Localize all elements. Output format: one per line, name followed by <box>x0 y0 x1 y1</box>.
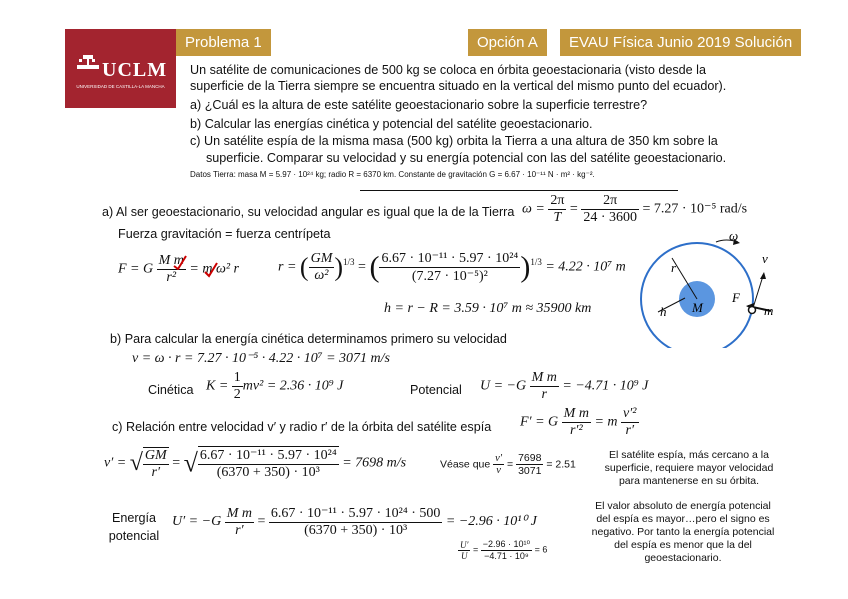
diagram-r: r <box>671 260 677 275</box>
doc-title: EVAU Física Junio 2019 Solución <box>560 29 801 56</box>
relation-lhs: F′ = G <box>520 414 559 430</box>
kinetic-rhs: mv² = 2.36 · 10⁹ J <box>242 378 344 394</box>
note-energy-line-2: del espía es mayor…pero el signo es <box>596 513 770 525</box>
diagram-m: m <box>764 303 774 318</box>
radius-result: = 4.22 · 10⁷ m <box>545 259 626 275</box>
spy-potential-equation: U′ = −G $\frac{\text{M m}}{r'}$ = $\frac{\text{6.67 · 10⁻¹¹ · 5.97 · 10²⁴ · 500}}{\text{(6370 + 350) · 10³}}$ = −2.96 · 10¹⁰ J <box>172 505 537 538</box>
kinetic-lhs: K = <box>206 378 229 394</box>
omega-f1-num: 2π <box>550 193 565 208</box>
spy-potential-lhs: U′ = −G <box>172 514 222 530</box>
ratio3-num: U′ <box>460 539 469 550</box>
statement-line-2: superficie de la Tierra siempre se encuentra situado en la vertical del mismo punto del ecuador). <box>190 79 727 93</box>
potential-den: r <box>541 387 547 402</box>
radius-f1-den: ω² <box>314 268 329 283</box>
radius-exp-1: 1/3 <box>343 257 355 268</box>
relation-f1-num: M m <box>563 406 589 421</box>
kinetic-label: Cinética <box>148 383 194 397</box>
velocity-arrow <box>753 276 763 308</box>
force-rhs: = m ω² r <box>189 261 239 277</box>
note-energy <box>578 500 788 565</box>
relation-f1-den: r′² <box>569 423 583 438</box>
divider <box>360 190 678 191</box>
omega-f1-den: T <box>553 210 562 225</box>
diagram-M: M <box>692 300 703 315</box>
cancel-mark-2 <box>203 262 219 278</box>
spy-velocity-f2-den: (6370 + 350) · 10³ <box>216 465 320 480</box>
omega-result: = 7.27 · 10⁻⁵ rad/s <box>642 201 748 217</box>
note-velocity-line-2: superficie, requiere mayor velocidad <box>604 462 774 474</box>
spy-velocity-f1-den: r′ <box>151 464 161 480</box>
potential-equation <box>480 370 648 403</box>
potential-lhs: U = −G <box>480 378 527 394</box>
spy-potential-f1-num: M m <box>226 505 252 521</box>
problem-label: Problema 1 <box>176 29 271 56</box>
note-velocity-line-3: para mantenerse en su órbita. <box>618 475 760 487</box>
potential-rhs: = −4.71 · 10⁹ J <box>562 378 649 394</box>
ratio1-num: v′ <box>495 453 503 464</box>
spy-relation-equation <box>520 406 639 439</box>
diagram-h: h <box>660 304 667 319</box>
energy-label-line-1: Energía <box>111 511 157 525</box>
spy-potential-f1-den: r′ <box>235 522 244 538</box>
statement-line-1: Un satélite de comunicaciones de 500 kg se coloca en órbita geoestacionaria (visto desde la <box>190 63 706 77</box>
given-data: Datos Tierra: masa M = 5.97 · 10²⁴ kg; radio R = 6370 km. Constante de gravitación G = 6.67 · 10⁻¹¹ N · m² · kg⁻². <box>190 170 595 179</box>
spy-velocity-lhs: v′ = <box>104 455 127 471</box>
diagram-omega: ω <box>729 228 739 243</box>
note-velocity <box>594 449 784 488</box>
note-velocity-line-1: El satélite espía, más cercano a la <box>609 449 769 461</box>
potential-label: Potencial <box>410 383 462 397</box>
logo-subtitle: UNIVERSIDAD DE CASTILLA-LA MANCHA <box>76 84 165 89</box>
ratio2-den: 3071 <box>518 465 542 477</box>
see-label: Véase que <box>440 458 491 471</box>
force-lhs: F = G <box>118 261 154 277</box>
omega-f2-den: 24 · 3600 <box>583 210 637 225</box>
note-energy-line-4: del espía es menor que la del <box>614 539 752 551</box>
logo-text: UCLM <box>102 59 168 81</box>
omega-equation: ω = $\frac{2\pi}{T}$ = $\frac{2\pi}{24 \cdot 3600}$ = 7.27 · 10⁻⁵ rad/s <box>522 193 748 225</box>
question-c-line-2: superficie. Comparar su velocidad y su energía potencial con las del satélite geoestacionario. <box>206 151 727 165</box>
note-energy-line-5: geoestacionario. <box>644 552 722 564</box>
question-a: a) ¿Cuál es la altura de este satélite geoestacionario sobre la superficie terrestre? <box>190 98 648 112</box>
spy-potential-f2-num: 6.67 · 10⁻¹¹ · 5.97 · 10²⁴ · 500 <box>270 506 441 521</box>
part-b-intro: b) Para calcular la energía cinética determinamos primero su velocidad <box>110 332 507 346</box>
omega-lhs: ω = <box>522 201 545 217</box>
kinetic-den: 2 <box>233 387 241 402</box>
kinetic-num: 1 <box>233 370 241 385</box>
energy-label-line-2: potencial <box>108 529 160 543</box>
ratio3-result: = 6 <box>534 544 548 555</box>
spy-velocity-f1-num: GM <box>144 447 167 463</box>
height-equation: h = r − R = 3.59 · 10⁷ m ≈ 35900 km <box>384 301 592 316</box>
note-energy-line-3: negativo. Por tanto la energía potencial <box>591 526 775 538</box>
radius-f2-den: (7.27 · 10⁻⁵)² <box>411 269 488 284</box>
potential-ratio: $\frac{U'}{U}$ = $\frac{\text{−2.96 · 10¹⁰}}{\text{−4.71 · 10⁹}}$ = 6 <box>460 539 548 561</box>
spy-velocity-f2-num: 6.67 · 10⁻¹¹ · 5.97 · 10²⁴ <box>199 448 337 463</box>
diagram-v: v <box>762 251 768 266</box>
relation-f2-num: v′² <box>623 406 637 421</box>
question-b: b) Calcular las energías cinética y potencial del satélite geoestacionario. <box>190 117 593 131</box>
velocity-equation: v = ω · r = 7.27 · 10⁻⁵ · 4.22 · 10⁷ = 3071 m/s <box>132 351 390 366</box>
force-den: r² <box>166 270 177 285</box>
omega-f2-num: 2π <box>581 193 639 210</box>
ratio1-den: v <box>496 465 501 476</box>
ratio4-den: −4.71 · 10⁹ <box>484 551 529 561</box>
part-a-intro: a) Al ser geoestacionario, su velocidad angular es igual que la de la Tierra <box>102 205 515 219</box>
radius-lhs: r = <box>278 259 297 275</box>
ratio3-den: U <box>460 550 468 561</box>
spy-potential-f2-den: (6370 + 350) · 10³ <box>304 523 408 538</box>
velocity-ratio: Véase que $\frac{v'}{v}$ = $\frac{7698}{3071}$ = 2.51 <box>440 452 576 477</box>
spy-potential-result: = −2.96 · 10¹⁰ J <box>445 514 537 530</box>
cancel-mark-1 <box>172 254 188 270</box>
uclm-logo <box>65 29 176 108</box>
force-balance-label: Fuerza gravitación = fuerza centrípeta <box>118 227 331 241</box>
energy-label <box>108 510 160 544</box>
relation-f2-den: r′ <box>625 423 635 438</box>
spy-velocity-equation: v′ = √ $\frac{GM}{r'}$ = √ $\frac{\text{6.67 · 10⁻¹¹ · 5.97 · 10²⁴}}{\text{(6370 + 350) · 10³}}$ = 7698 m/s <box>104 447 407 480</box>
ratio4-num: −2.96 · 10¹⁰ <box>482 539 531 549</box>
ratio2-num: 7698 <box>518 452 542 464</box>
orbit-diagram <box>626 228 786 348</box>
satellite-dot <box>749 307 756 314</box>
option-label: Opción A <box>468 29 547 56</box>
part-c-intro: c) Relación entre velocidad v′ y radio r′ de la órbita del satélite espía <box>112 420 492 434</box>
question-c-line-1: c) Un satélite espía de la misma masa (500 kg) orbita la Tierra a una altura de 350 km sobre la <box>190 134 718 148</box>
ratio-result: = 2.51 <box>546 458 576 471</box>
force-num: M m <box>158 253 184 268</box>
radius-f2-num: 6.67 · 10⁻¹¹ · 5.97 · 10²⁴ <box>381 251 519 266</box>
kinetic-equation <box>206 370 343 403</box>
note-energy-line-1: El valor absoluto de energía potencial <box>595 500 771 512</box>
radius-exp-2: 1/3 <box>530 257 542 268</box>
radius-f1-num: GM <box>310 251 333 266</box>
radius-equation: r = ( $\frac{GM}{\text{ω²}}$ )$^{1/3}$ = ( $\frac{\text{6.67 · 10⁻¹¹ · 5.97 · 10²⁴}}{\text{(7.27 · 10⁻⁵)²}}$ )$^{1/3}$ = 4.22 · 10⁷ m <box>278 250 626 284</box>
diagram-F: F <box>732 290 740 305</box>
velocity-arrow-head <box>760 272 766 279</box>
relation-mid: = m <box>594 414 618 430</box>
spy-velocity-result: = 7698 m/s <box>342 455 407 471</box>
potential-num: M m <box>531 370 557 385</box>
